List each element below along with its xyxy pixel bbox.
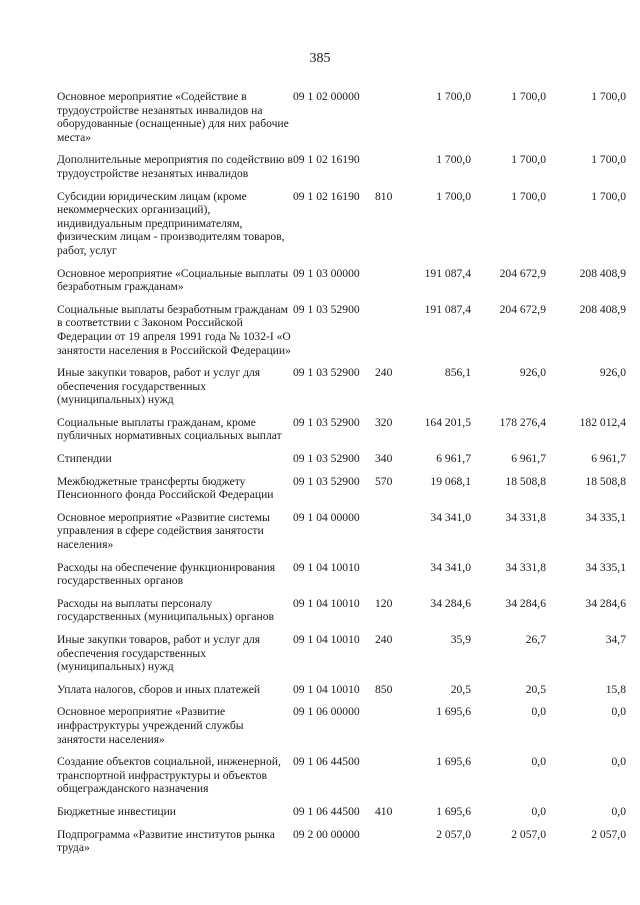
amount-year-3: 926,0 — [599, 366, 626, 380]
amount-year-1: 1 700,0 — [436, 153, 471, 167]
item-name: Межбюджетные трансферты бюджету Пенсионного фонда Российской Федерации — [57, 474, 274, 502]
expense-type-code: 340 — [375, 452, 393, 466]
amount-year-3: 34,7 — [605, 633, 626, 646]
amount-year-2: 26,7 — [525, 633, 546, 646]
amount-year-2: 6 961,7 — [511, 452, 546, 466]
item-name: Социальные выплаты гражданам, кроме публичных нормативных социальных выплат — [57, 415, 282, 443]
table-row — [57, 805, 626, 828]
target-article-code: 09 1 04 10010 — [293, 560, 360, 574]
table-row — [57, 303, 626, 366]
expense-type-code: 570 — [375, 474, 393, 488]
page-number: 385 — [309, 51, 331, 66]
target-article-code: 09 1 03 52900 — [293, 366, 360, 380]
amount-year-1: 2 057,0 — [436, 827, 471, 841]
table-row — [57, 633, 626, 683]
target-article-code: 09 1 03 52900 — [293, 452, 360, 466]
amount-year-1: 191 087,4 — [424, 266, 471, 280]
amount-year-2: 1 700,0 — [511, 189, 546, 203]
amount-year-3: 34 284,6 — [585, 596, 626, 610]
amount-year-1: 1 700,0 — [436, 90, 471, 103]
amount-year-1: 1 695,6 — [436, 804, 471, 818]
table-row — [57, 475, 626, 511]
item-name: Дополнительные мероприятия по содействию в трудоустройстве незанятых инвалидов — [57, 153, 293, 180]
expense-type-code: 850 — [375, 682, 393, 696]
amount-year-3: 1 700,0 — [591, 90, 626, 103]
table-row — [57, 267, 626, 303]
expense-type-code: 240 — [375, 633, 393, 646]
amount-year-1: 191 087,4 — [424, 302, 471, 316]
table-row — [57, 705, 626, 755]
table-row — [57, 561, 626, 597]
amount-year-3: 1 700,0 — [591, 189, 626, 203]
item-name: Уплата налогов, сборов и иных платежей — [57, 682, 261, 696]
amount-year-3: 15,8 — [605, 682, 626, 696]
target-article-code: 09 2 00 00000 — [293, 827, 360, 841]
item-name: Основное мероприятие «Социальные выплаты безработным гражданам» — [57, 266, 289, 294]
amount-year-2: 1 700,0 — [511, 90, 546, 103]
table-row — [57, 597, 626, 633]
table-row — [57, 511, 626, 561]
amount-year-1: 34 341,0 — [430, 510, 471, 524]
item-name: Стипендии — [57, 452, 112, 466]
target-article-code: 09 1 03 52900 — [293, 415, 360, 429]
table-row — [57, 755, 626, 805]
table-row — [57, 190, 626, 267]
amount-year-2: 18 508,8 — [505, 474, 546, 488]
expense-type-code: 810 — [375, 189, 393, 203]
table-row — [57, 452, 626, 475]
amount-year-3: 0,0 — [611, 804, 626, 818]
target-article-code: 09 1 06 00000 — [293, 705, 360, 719]
target-article-code: 09 1 02 16190 — [293, 153, 360, 167]
item-name: Основное мероприятие «Содействие в трудоустройстве незанятых инвалидов на оборудованные (оснащенные) для них рабочие места» — [57, 90, 289, 144]
amount-year-2: 0,0 — [531, 705, 546, 719]
expense-type-code — [375, 828, 401, 864]
item-name: Субсидии юридическим лицам (кроме некоммерческих организаций), индивидуальным предпринимателям, физическим лицам - производителям товаров, работ, услуг — [57, 189, 285, 257]
item-name: Бюджетные инвестиции — [57, 804, 177, 818]
expense-type-code: 120 — [375, 596, 393, 610]
amount-year-2: 34 331,8 — [505, 510, 546, 524]
amount-year-3: 0,0 — [611, 755, 626, 769]
expense-type-code — [375, 90, 401, 153]
table-row — [57, 90, 626, 153]
amount-year-2: 1 700,0 — [511, 153, 546, 167]
target-article-code: 09 1 06 44500 — [293, 804, 360, 818]
item-name: Иные закупки товаров, работ и услуг для обеспечения государственных (муниципальных) нужд — [57, 366, 261, 407]
amount-year-3: 34 335,1 — [585, 560, 626, 574]
expense-type-code — [375, 511, 401, 561]
budget-rows — [57, 90, 626, 864]
item-name: Подпрограмма «Развитие институтов рынка труда» — [57, 827, 275, 855]
target-article-code: 09 1 02 16190 — [293, 189, 360, 203]
expense-type-code — [375, 755, 401, 805]
target-article-code: 09 1 04 10010 — [293, 596, 360, 610]
item-name: Расходы на выплаты персоналу государственных (муниципальных) органов — [57, 596, 274, 624]
amount-year-1: 20,5 — [450, 682, 471, 696]
amount-year-1: 1 700,0 — [436, 189, 471, 203]
expense-type-code: 240 — [375, 366, 393, 380]
amount-year-2: 20,5 — [525, 682, 546, 696]
amount-year-3: 208 408,9 — [579, 302, 626, 316]
item-name: Социальные выплаты безработным гражданам в соответствии с Законом Российской Федерации от 19 апреля 1991 года № 1032-I «О занятости населения в Российской Федерации» — [57, 302, 291, 357]
expense-type-code — [375, 705, 401, 755]
amount-year-2: 178 276,4 — [499, 415, 546, 429]
amount-year-3: 6 961,7 — [591, 452, 626, 466]
target-article-code: 09 1 03 00000 — [293, 266, 360, 280]
target-article-code: 09 1 06 44500 — [293, 755, 360, 769]
target-article-code: 09 1 03 52900 — [293, 474, 360, 488]
amount-year-2: 34 331,8 — [505, 560, 546, 574]
expense-type-code — [375, 153, 401, 189]
amount-year-2: 204 672,9 — [499, 266, 546, 280]
table-row — [57, 683, 626, 706]
amount-year-3: 1 700,0 — [591, 153, 626, 167]
item-name: Основное мероприятие «Развитие инфраструктуры учреждений службы занятости населения» — [57, 705, 244, 746]
table-row — [57, 366, 626, 416]
expense-type-code — [375, 561, 401, 597]
amount-year-2: 0,0 — [531, 755, 546, 769]
item-name: Расходы на обеспечение функционирования государственных органов — [57, 560, 276, 588]
amount-year-3: 182 012,4 — [579, 415, 626, 429]
amount-year-2: 34 284,6 — [505, 596, 546, 610]
target-article-code: 09 1 04 00000 — [293, 510, 360, 524]
amount-year-3: 208 408,9 — [579, 266, 626, 280]
amount-year-1: 1 695,6 — [436, 755, 471, 769]
amount-year-3: 18 508,8 — [585, 474, 626, 488]
amount-year-1: 34 284,6 — [430, 596, 471, 610]
amount-year-1: 19 068,1 — [430, 474, 471, 488]
item-name: Иные закупки товаров, работ и услуг для обеспечения государственных (муниципальных) нужд — [57, 633, 261, 674]
expense-type-code — [375, 303, 401, 366]
amount-year-2: 926,0 — [519, 366, 546, 380]
amount-year-2: 204 672,9 — [499, 302, 546, 316]
amount-year-1: 856,1 — [444, 366, 471, 380]
target-article-code: 09 1 03 52900 — [293, 302, 360, 316]
table-row — [57, 828, 626, 864]
amount-year-1: 1 695,6 — [436, 705, 471, 719]
amount-year-1: 35,9 — [450, 633, 471, 646]
amount-year-2: 0,0 — [531, 804, 546, 818]
amount-year-3: 2 057,0 — [591, 827, 626, 841]
amount-year-3: 34 335,1 — [585, 510, 626, 524]
budget-table — [57, 90, 626, 864]
target-article-code: 09 1 02 00000 — [293, 90, 360, 103]
item-name: Создание объектов социальной, инженерной, транспортной инфраструктуры и объектов общегражданского назначения — [57, 755, 281, 796]
table-row — [57, 153, 626, 189]
table-row — [57, 416, 626, 452]
amount-year-3: 0,0 — [611, 705, 626, 719]
amount-year-1: 34 341,0 — [430, 560, 471, 574]
expense-type-code: 410 — [375, 804, 393, 818]
amount-year-1: 164 201,5 — [424, 415, 471, 429]
amount-year-2: 2 057,0 — [511, 827, 546, 841]
target-article-code: 09 1 04 10010 — [293, 633, 360, 646]
target-article-code: 09 1 04 10010 — [293, 682, 360, 696]
expense-type-code: 320 — [375, 415, 393, 429]
amount-year-1: 6 961,7 — [436, 452, 471, 466]
item-name: Основное мероприятие «Развитие системы управления в сфере содействия занятости населения» — [57, 510, 270, 552]
expense-type-code — [375, 267, 401, 303]
